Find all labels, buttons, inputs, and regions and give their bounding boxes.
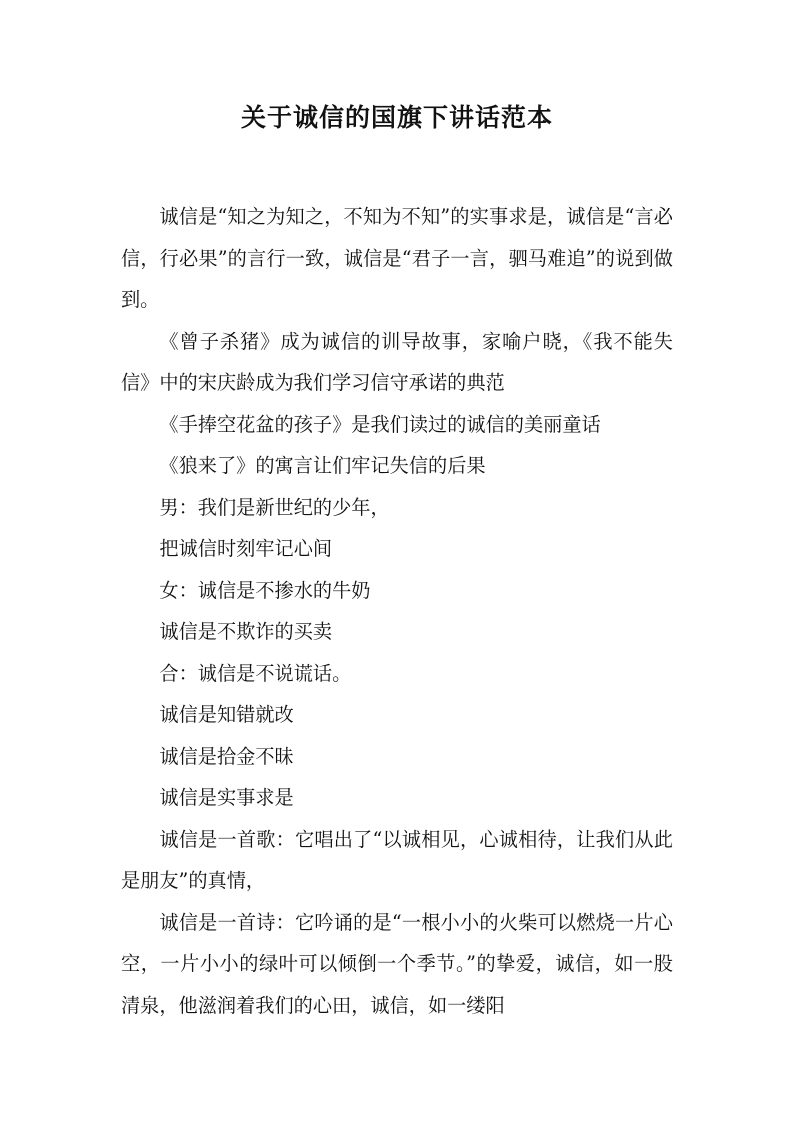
document-title: 关于诚信的国旗下讲话范本 (240, 103, 553, 132)
paragraph: 男：我们是新世纪的少年， (159, 495, 390, 519)
paragraph: 诚信是拾金不昧 (159, 744, 294, 768)
paragraph: 把诚信时刻牢记心间 (159, 537, 333, 560)
paragraph: 《曾子杀猪》成为诚信的训导故事，家喻户晓，《我不能失信》中的宋庆龄成为我们学习信守承诺的典范 (121, 329, 673, 394)
paragraph: 诚信是不欺诈的买卖 (159, 620, 333, 643)
paragraph: 《狼来了》的寓言让们牢记失信的后果 (159, 454, 486, 477)
document-body (121, 196, 673, 1026)
paragraph: 诚信是一首歌：它唱出了“以诚相见，心诚相待，让我们从此是朋友”的真情， (121, 827, 673, 892)
paragraph: 诚信是知错就改 (159, 703, 294, 726)
paragraph: 诚信是实事求是 (159, 786, 294, 809)
paragraph: 合：诚信是不说谎话。 (159, 661, 352, 685)
paragraph: 女：诚信是不掺水的牛奶 (159, 578, 371, 602)
paragraph: 诚信是“知之为知之，不知为不知”的实事求是，诚信是“言必信，行必果”的言行一致，诚信是“君子一言，驷马难追”的说到做到。 (121, 205, 673, 311)
paragraph: 诚信是一首诗：它吟诵的是“一根小小的火柴可以燃烧一片心空，一片小小的绿叶可以倾倒一个季节。”的挚爱，诚信，如一股清泉，他滋润着我们的心田，诚信，如一缕阳 (121, 910, 673, 1017)
paragraph: 《手捧空花盆的孩子》是我们读过的诚信的美丽童话 (159, 412, 601, 436)
